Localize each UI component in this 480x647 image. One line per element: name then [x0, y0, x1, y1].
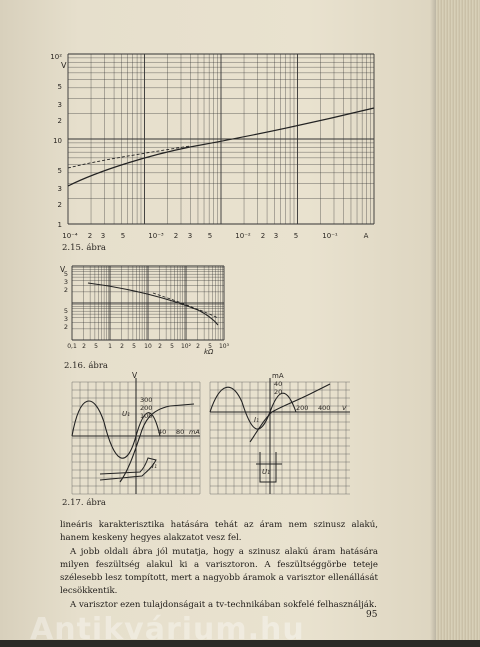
figure-2-15-x-tick: A — [363, 232, 369, 240]
figure-2-17-right-y-tick: 40 — [274, 380, 283, 388]
figure-2-17-right-i-label: I₁ — [254, 416, 259, 424]
figure-2-15-x-tick: 3 — [187, 232, 193, 240]
figure-2-15-y-tick: 10² — [50, 53, 62, 61]
figure-2-15-x-tick: 10⁻⁴ — [62, 232, 78, 240]
book-page-edges — [436, 0, 480, 640]
paragraph: A varisztor ezen tulajdonságait a tv-technikában sokfelé felhasználják. — [70, 599, 377, 610]
figure-2-17-right-x-tick: 400 — [318, 404, 331, 412]
figure-2-17-left-y-tick: 300 — [140, 396, 153, 404]
figure-2-16-x-tick: 2 — [120, 343, 124, 350]
figure-2-16-y-tick: 5 — [63, 270, 68, 278]
figure-2-15-x-tick: 5 — [120, 232, 126, 240]
figure-2-15-y-tick: 10 — [53, 137, 62, 145]
figure-2-15-x-tick: 2 — [260, 232, 266, 240]
figure-2-16-x-tick: 5 — [132, 343, 136, 350]
figure-2-17-left-u-label: U₁ — [122, 410, 130, 418]
figure-2-17-right-voltage-response — [256, 452, 282, 482]
figure-2-16-y-tick: 2 — [63, 323, 68, 331]
figure-2-15-x-tick: 3 — [273, 232, 279, 240]
figure-2-15-y-unit: V — [61, 61, 67, 70]
figure-2-16-x-tick: 10 — [144, 343, 152, 350]
figure-2-16-x-tick: 10³ — [218, 343, 230, 350]
figure-2-16-y-unit: V — [60, 265, 66, 274]
figure-2-16-curve-solid — [88, 283, 218, 325]
figure-2-16-y-tick: 3 — [63, 315, 68, 323]
watermark: Antikvárium.hu — [30, 612, 305, 647]
figure-2-16-x-tick: 2 — [196, 343, 200, 350]
figure-2-15-caption: 2.15. ábra — [62, 243, 106, 253]
figure-2-17-right-y-unit: mA — [272, 372, 284, 380]
figure-2-15-x-tick: 5 — [207, 232, 213, 240]
figure-2-16-x-tick: 1 — [108, 343, 112, 350]
paragraph: lineáris karakterisztika hatására tehát az áram nem szinusz alakú, hanem keskeny hegyes alakzatot vesz fel. — [60, 520, 378, 544]
figure-2-15-x-tick: 10⁻¹ — [322, 232, 338, 240]
figure-2-17-right-u-label: U₁ — [262, 468, 270, 476]
figure-2-16-y-tick: 2 — [63, 286, 68, 294]
figure-2-17-left-x-tick: 40 — [158, 428, 167, 436]
figure-2-17-left-characteristic — [120, 404, 194, 482]
paragraph: A jobb oldali ábra jól mutatja, hogy a szinusz alakú áram hatására milyen feszültség alakul ki a varisztoron. A feszültséggörbe teteje szélesebb lesz tompított, mert a nagyobb áramok a varisztor ellenállását lecsökkentik. — [60, 546, 378, 597]
figure-2-15-x-tick: 2 — [173, 232, 179, 240]
figure-2-16-x-unit: kΩ — [204, 348, 214, 356]
figure-2-16 — [58, 258, 233, 358]
figure-2-15-y-tick: 1 — [57, 221, 62, 229]
body-text — [60, 519, 378, 612]
figure-2-15-y-tick: 2 — [57, 201, 62, 209]
figure-2-17-left-y-tick: 100 — [140, 412, 153, 420]
figure-2-16-x-tick: 5 — [208, 343, 212, 350]
page-number: 95 — [366, 610, 378, 620]
figure-2-15-y-tick: 5 — [57, 167, 62, 175]
figure-2-17-left-y-unit: V — [132, 372, 138, 380]
figure-2-15 — [40, 40, 390, 245]
figure-2-16-x-tick: 0,1 — [67, 343, 77, 350]
figure-2-15-x-tick: 10⁻² — [235, 232, 251, 240]
figure-2-17-left-y-tick: 200 — [140, 404, 153, 412]
figure-2-16-x-tick: 5 — [94, 343, 98, 350]
figure-2-15-y-tick: 2 — [57, 117, 62, 125]
figure-2-15-y-tick: 5 — [57, 83, 62, 91]
figure-2-17-caption: 2.17. ábra — [62, 498, 106, 508]
figure-2-16-x-tick: 10² — [180, 343, 192, 350]
figure-2-16-x-tick: 2 — [82, 343, 86, 350]
figure-2-16-caption: 2.16. ábra — [64, 361, 108, 371]
figure-2-16-y-tick: 5 — [63, 307, 68, 315]
figure-2-15-y-tick: 3 — [57, 185, 62, 193]
figure-2-15-x-tick: 3 — [100, 232, 106, 240]
figure-2-17-right-y-tick: 20 — [274, 388, 283, 396]
figure-2-17-left-x-unit: mA — [189, 428, 200, 436]
figure-2-17-left-x-tick: 80 — [176, 428, 185, 436]
figure-2-17-right-x-tick: 200 — [296, 404, 309, 412]
figure-2-16-x-tick: 5 — [170, 343, 174, 350]
figure-2-15-x-tick: 2 — [87, 232, 93, 240]
figure-2-17-right-x-unit: V — [342, 404, 347, 412]
figure-2-15-grid — [68, 54, 374, 224]
figure-2-16-x-tick: 2 — [158, 343, 162, 350]
figure-2-17-right-current-wave — [210, 387, 296, 429]
figure-2-17 — [60, 372, 360, 502]
figure-2-16-y-tick: 3 — [63, 278, 68, 286]
figure-2-15-x-tick: 10⁻³ — [148, 232, 164, 240]
figure-2-15-y-tick: 3 — [57, 101, 62, 109]
figure-2-15-x-tick: 5 — [293, 232, 299, 240]
figure-2-17-left-i-label: I₁ — [152, 462, 157, 470]
